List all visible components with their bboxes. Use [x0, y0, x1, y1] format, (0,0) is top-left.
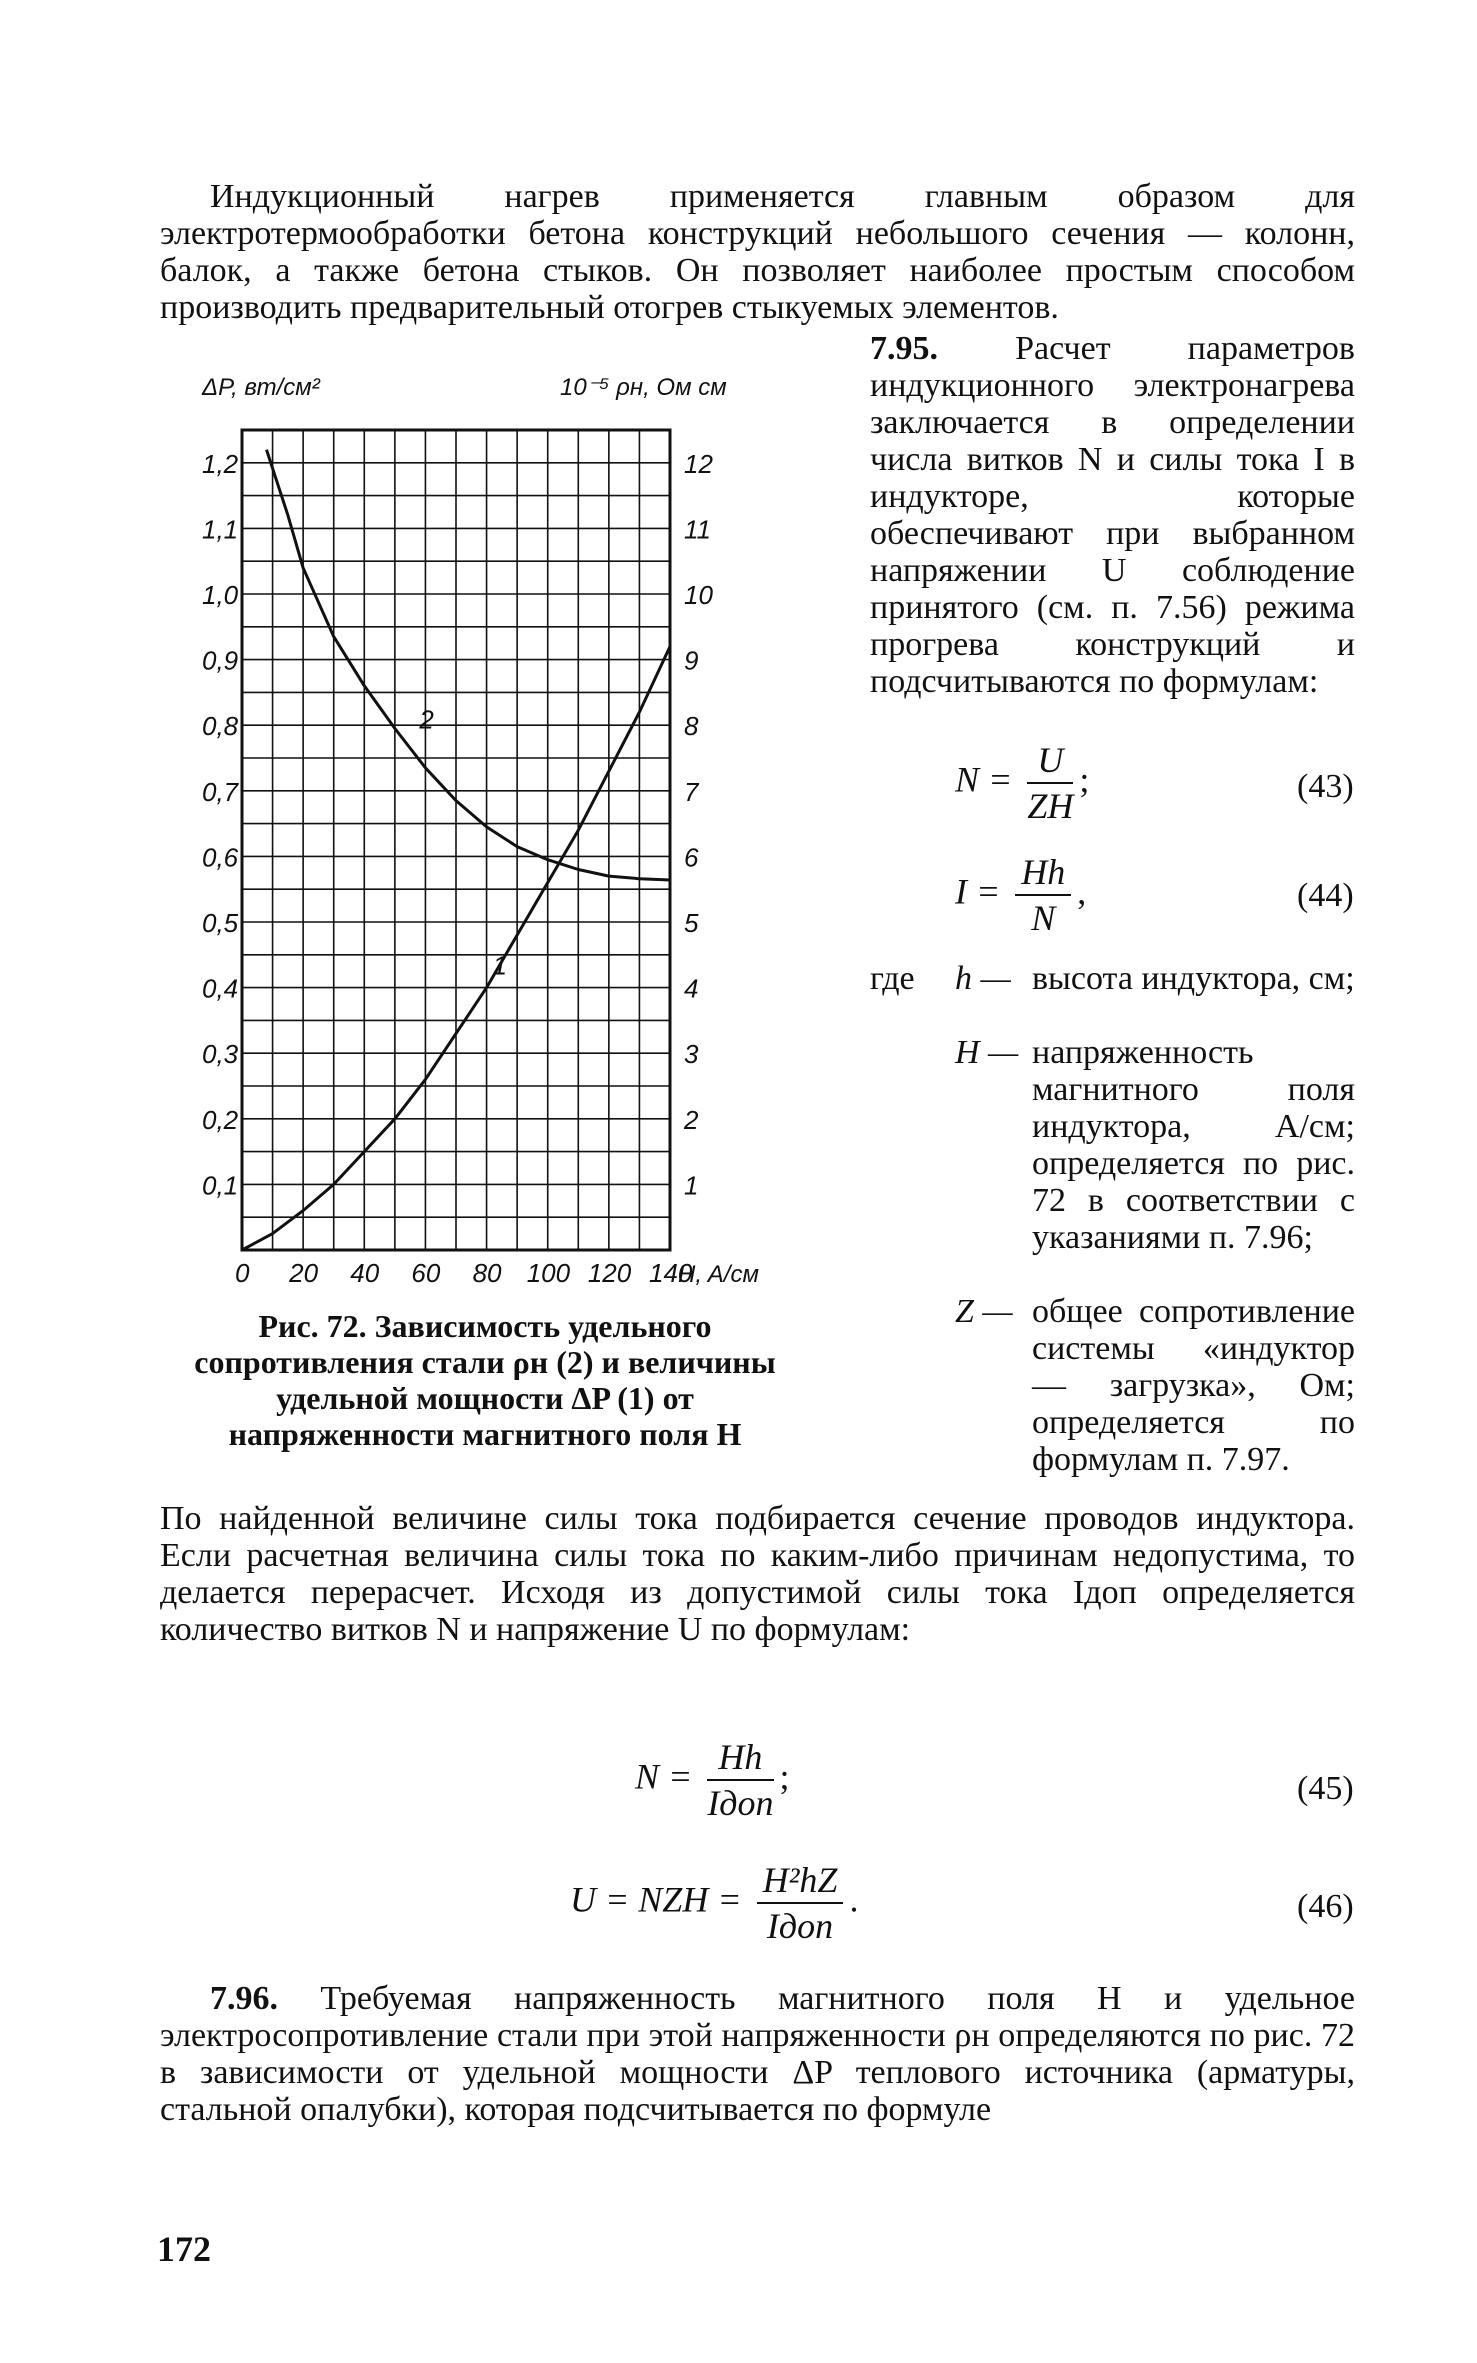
formula-43-lhs: N = — [955, 759, 1013, 800]
formula-44-label: (44) — [1297, 877, 1354, 914]
section-7-96 — [160, 1980, 1355, 2128]
section-7-95-text: Расчет параметров индукционного электронагрева заключается в определении числа витков N и силы тока I в индукторе, которые обеспечивают при выбранном напряжении U соблюдение принятого (см. п. 7.56) режима прогрева конструкций и подсчитываются по формулам: — [870, 330, 1355, 700]
formula-43 — [955, 738, 1089, 828]
formula-46-label: (46) — [1297, 1888, 1354, 1925]
y-left-tick-label: 0,4 — [202, 973, 239, 1004]
formula-45-lhs: N = — [635, 1756, 693, 1797]
y-left-tick-label: 0,3 — [202, 1039, 239, 1070]
y-right-tick-label: 5 — [684, 908, 699, 938]
x-tick-label: 60 — [411, 1258, 441, 1288]
where-def-h: высота индуктора, см; — [1032, 960, 1355, 997]
y-right-tick-label: 10 — [684, 580, 713, 610]
where-word: где — [870, 960, 915, 997]
formula-44-numerator: Hh — [1015, 850, 1071, 896]
y-right-axis-title: 10⁻⁵ ρн, Ом см — [560, 375, 727, 401]
y-right-tick-label: 4 — [684, 973, 699, 1004]
y-left-tick-label: 0,8 — [202, 711, 239, 742]
y-right-tick-label: 3 — [684, 1039, 699, 1070]
paragraph-after-text: По найденной величине силы тока подбирается сечение проводов индуктора. Если расчетная величина силы тока по каким-либо причинам недопустима, то делается перерасчет. Исходя из допустимой силы тока Iдоп определяется количество витков N и напряжение U по формулам: — [160, 1500, 1355, 1648]
section-7-95 — [870, 330, 1355, 700]
where-symbol-Z: Z — — [955, 1293, 1013, 1330]
y-right-tick-label: 11 — [684, 514, 711, 545]
formula-43-numerator: U — [1027, 738, 1073, 784]
x-axis-title: H, A/см — [678, 1261, 759, 1288]
page-number: 172 — [157, 2229, 211, 2269]
y-right-tick-label: 2 — [684, 1104, 699, 1135]
y-right-tick-label: 9 — [684, 645, 699, 676]
where-def-H: напряженность магнитного поля индуктора, А/см; определяется по рис. 72 в соответствии с указаниями п. 7.96; — [1032, 1034, 1355, 1256]
formula-45-label: (45) — [1297, 1770, 1354, 1807]
y-left-tick-label: 0,2 — [202, 1104, 239, 1135]
formula-46-lhs: U = NZH = — [570, 1879, 742, 1920]
formula-43-label: (43) — [1297, 768, 1354, 805]
intro-paragraph: Индукционный нагрев применяется главным образом для электротермообработки бетона конструкций небольшого сечения — колонн, балок, а также бетона стыков. Он позволяет наиболее простым способом производить предварительный отогрев стыкуемых элементов. — [160, 178, 1355, 326]
formula-46-tail: . — [849, 1879, 859, 1920]
formula-46-denominator: Iдоп — [766, 1906, 834, 1946]
formula-45-tail: ; — [779, 1756, 790, 1797]
y-right-tick-label: 6 — [684, 842, 699, 873]
formula-43-denominator: ZH — [1027, 786, 1074, 826]
formula-46 — [570, 1858, 858, 1948]
y-right-tick-label: 8 — [684, 711, 699, 742]
paragraph-after — [160, 1500, 1355, 1648]
chart-figure-72 — [200, 375, 810, 1305]
formula-45-denominator: Iдоп — [707, 1783, 774, 1823]
formula-45 — [635, 1735, 790, 1825]
figure-caption: Рис. 72. Зависимость удельного сопротивления стали ρн (2) и величины удельной мощности ΔP (1) от напряженности магнитного поля H — [194, 1308, 776, 1452]
y-left-tick-label: 0,6 — [202, 842, 239, 873]
formula-46-numerator: H²hZ — [757, 1858, 844, 1904]
section-7-96-text: Требуемая напряженность магнитного поля H и удельное электросопротивление стали при этой напряженности ρн определяются по рис. 72 в зависимости от удельной мощности ΔP теплового источника (арматуры, стальной опалубки), которая подсчитывается по формуле — [160, 1980, 1356, 2128]
y-left-tick-label: 0,9 — [202, 645, 239, 676]
where-symbol-H: H — — [955, 1034, 1019, 1071]
y-left-axis-title: ΔP, вт/см² — [202, 375, 320, 401]
formula-45-numerator: Hh — [707, 1735, 773, 1781]
y-right-tick-label: 7 — [684, 776, 699, 807]
formula-43-tail: ; — [1079, 759, 1090, 800]
y-right-tick-label: 1 — [684, 1170, 699, 1201]
x-tick-label: 20 — [289, 1258, 319, 1288]
formula-44-lhs: I = — [955, 871, 1001, 912]
y-left-tick-label: 0,5 — [202, 908, 239, 938]
y-left-tick-label: 1,2 — [202, 448, 239, 479]
where-symbol-h: h — — [955, 960, 1011, 997]
y-left-tick-label: 1,0 — [202, 580, 239, 610]
y-right-tick-label: 12 — [684, 448, 713, 479]
x-tick-label: 80 — [472, 1258, 502, 1288]
formula-44-tail: , — [1077, 871, 1087, 912]
x-tick-label: 100 — [526, 1258, 571, 1288]
section-7-96-number: 7.96. — [210, 1980, 278, 2017]
y-left-tick-label: 0,1 — [202, 1170, 239, 1201]
x-tick-label: 40 — [350, 1258, 380, 1288]
curve-label-1: 1 — [492, 950, 508, 981]
curve-label-2: 2 — [419, 704, 434, 735]
y-left-tick-label: 1,1 — [202, 514, 239, 545]
y-left-tick-label: 0,7 — [202, 776, 239, 807]
where-def-Z: общее сопротивление системы «индуктор — загрузка», Ом; определяется по формулам п. 7.97. — [1032, 1293, 1355, 1478]
formula-44-denominator: N — [1031, 898, 1056, 938]
x-tick-label: 120 — [587, 1258, 632, 1288]
formula-44 — [955, 850, 1086, 940]
x-tick-label: 140 — [649, 1258, 693, 1288]
where-list — [870, 960, 1355, 1500]
chart-grid — [242, 430, 670, 1250]
x-tick-label: 0 — [235, 1258, 250, 1288]
section-7-95-number: 7.95. — [870, 330, 938, 367]
